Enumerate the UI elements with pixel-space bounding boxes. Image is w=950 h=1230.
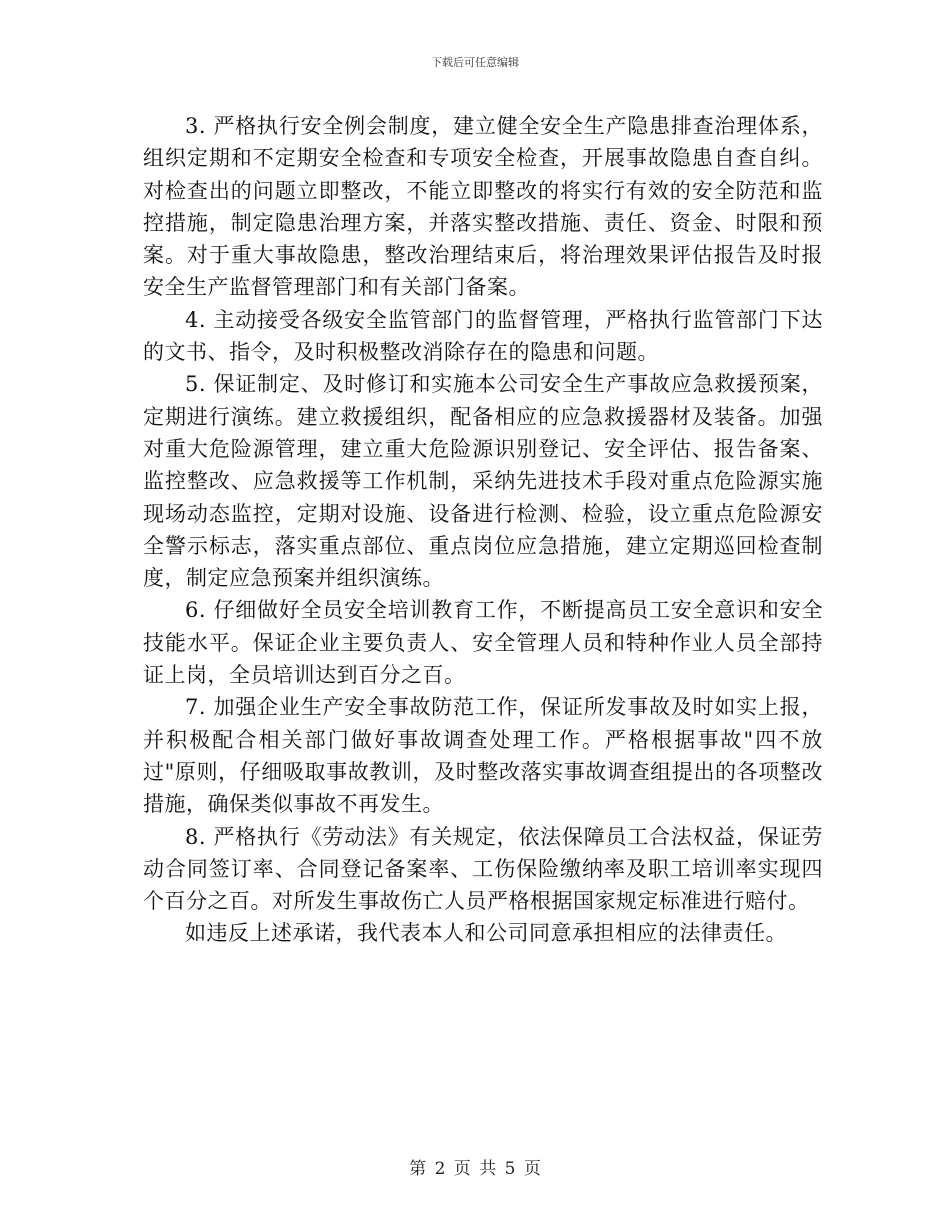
page-number-footer: 第 2 页 共 5 页 [409,1159,541,1179]
closing-statement: 如违反上述承诺，我代表本人和公司同意承担相应的法律责任。 [185,921,787,946]
paragraph-item-4: 4. 主动接受各级安全监管部门的监督管理，严格执行监管部门下达的文书、指令，及时积极整改消除存在的隐患和问题。 [143,307,823,365]
paragraph-item-3: 3. 严格执行安全例会制度，建立健全安全生产隐患排查治理体系，组织定期和不定期安全检查和专项安全检查，开展事故隐患自查自纠。对检查出的问题立即整改，不能立即整改的将实行有效的安全防范和监控措施，制定隐患治理方案，并落实整改措施、责任、资金、时限和预案。对于重大事故隐患，整改治理结束后，将治理效果评估报告及时报安全生产监督管理部门和有关部门备案。 [143,114,823,300]
paragraph-item-7: 7. 加强企业生产安全事故防范工作，保证所发事故及时如实上报，并积极配合相关部门做好事故调查处理工作。严格根据事故"四不放过"原则，仔细吸取事故教训，及时整改落实事故调查组提出的各项整改措施，确保类似事故不再发生。 [143,695,823,817]
paragraph-item-8: 8. 严格执行《劳动法》有关规定，依法保障员工合法权益，保证劳动合同签订率、合同登记备案率、工伤保险缴纳率及职工培训率实现四个百分之百。对所发生事故伤亡人员严格根据国家规定标准进行赔付。 [143,824,823,914]
paragraph-item-5: 5. 保证制定、及时修订和实施本公司安全生产事故应急救援预案，定期进行演练。建立救援组织，配备相应的应急救援器材及装备。加强对重大危险源管理，建立重大危险源识别登记、安全评估、报告备案、监控整改、应急救援等工作机制，采纳先进技术手段对重点危险源实施现场动态监控，定期对设施、设备进行检测、检验，设立重点危险源安全警示标志，落实重点部位、重点岗位应急措施，建立定期巡回检查制度，制定应急预案并组织演练。 [143,372,823,591]
document-body [143,110,823,950]
paragraph-item-6: 6. 仔细做好全员安全培训教育工作，不断提高员工安全意识和安全技能水平。保证企业主要负责人、安全管理人员和特种作业人员全部持证上岗，全员培训达到百分之百。 [143,598,823,688]
header-note: 下载后可任意编辑 [431,56,519,69]
